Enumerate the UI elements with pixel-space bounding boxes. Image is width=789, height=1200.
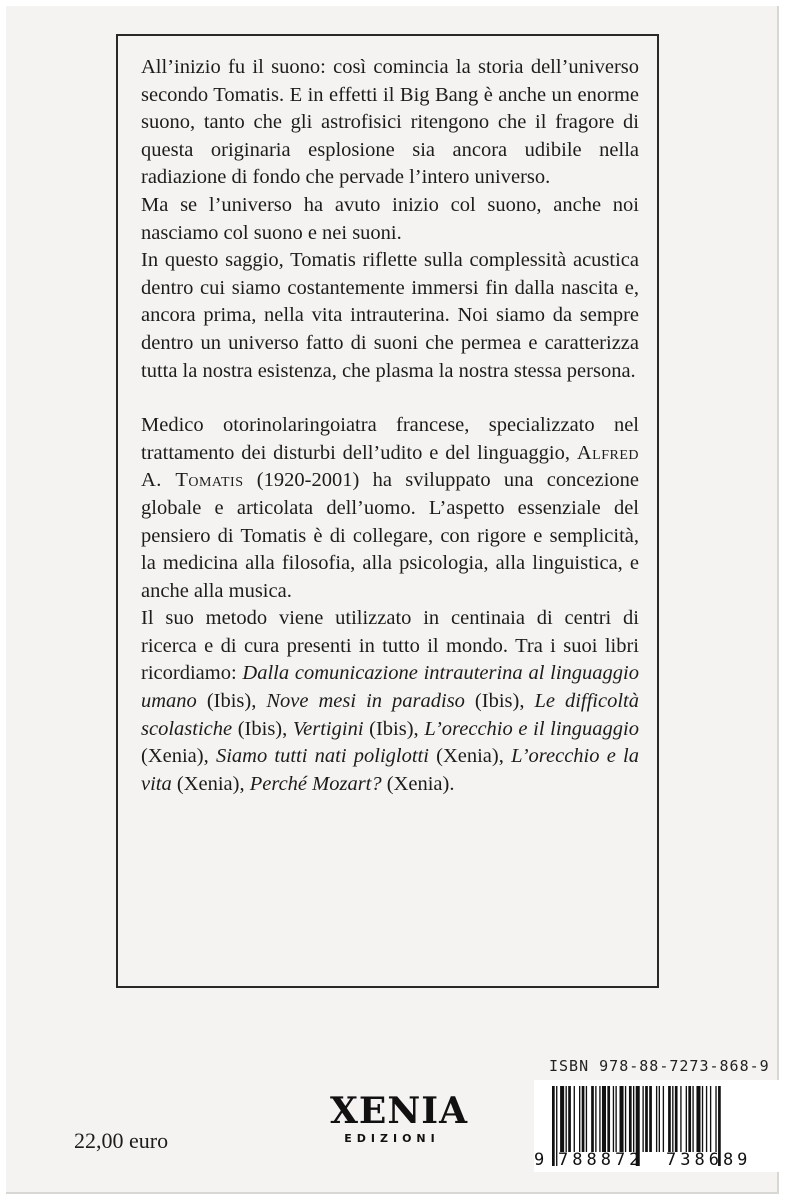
- barcode-bar: [602, 1086, 606, 1152]
- blurb-paragraph-3: In questo saggio, Tomatis riflette sulla complessità acustica dentro cui siamo costantemente immersi fin dalla nascita e, ancora prima, nella vita intrauterina. Noi siamo da sempre dentro un universo fatto di suoni che permea e caratterizza tutta la nostra esistenza, che plasma la nostra stessa persona.: [141, 249, 639, 382]
- book-publisher: (Xenia),: [428, 745, 512, 768]
- barcode-bar: [659, 1086, 660, 1152]
- author-name: Alfred A. Tomatis: [141, 441, 639, 492]
- barcode-bar: [607, 1086, 610, 1152]
- barcode-bar: [586, 1086, 587, 1152]
- barcode-bar: [692, 1086, 693, 1152]
- barcode-bar: [552, 1086, 555, 1166]
- barcode-bar: [656, 1086, 657, 1152]
- barcode-bar: [686, 1086, 687, 1152]
- book-title: Le difficoltà scolastiche: [141, 690, 639, 740]
- barcode-bar: [696, 1086, 700, 1152]
- barcode-digit-first: 9: [534, 1150, 545, 1170]
- barcode-bar: [663, 1086, 664, 1152]
- barcode-bar: [642, 1086, 643, 1152]
- bio-paragraph-2: [141, 605, 639, 798]
- book-publisher: (Ibis),: [232, 717, 293, 740]
- barcode-bar: [595, 1086, 596, 1152]
- book-title: Nove mesi in paradiso: [266, 690, 465, 713]
- book-title: Perché Mozart?: [249, 772, 382, 795]
- bio-text-end: (1920-2001) ha sviluppato una concezione globale e articolata dell’uomo. L’aspetto essenziale del pensiero di Tomatis è di collegare, con rigore e semplicità, la medicina alla filosofia, alla psicologia, alla linguistica, e anche alla musica.: [141, 469, 640, 602]
- bio-paragraph-1: [141, 412, 639, 605]
- publisher-logo-name: XENIA: [330, 1090, 469, 1132]
- book-publisher: (Xenia),: [141, 745, 216, 768]
- publisher-logo: [330, 1090, 469, 1145]
- book-title: Siamo tutti nati poliglotti: [215, 745, 429, 768]
- publisher-logo-sub: EDIZIONI: [344, 1132, 440, 1145]
- blurb-paragraph-1: All’inizio fu il suono: così comincia la storia dell’universo secondo Tomatis. E in effetti il Big Bang è anche un enorme suono, tanto che gli astrofisici ritengono che il fragore di questa originaria esplosione sia ancora udibile nella radiazione di fondo che pervade l’intero universo.: [141, 56, 639, 189]
- book-publisher: (Ibis),: [196, 690, 267, 713]
- barcode-bar: [706, 1086, 707, 1152]
- book-publisher: (Ibis),: [464, 690, 535, 713]
- barcode-digits-right: 738689: [666, 1150, 752, 1170]
- book-title: Vertigini: [292, 717, 364, 740]
- barcode-bar: [688, 1086, 691, 1152]
- barcode-bar: [620, 1086, 624, 1152]
- book-title: L’orecchio e la vita: [141, 745, 639, 795]
- barcode-bar: [582, 1086, 585, 1152]
- barcode-bar: [668, 1086, 671, 1152]
- barcode-bar: [672, 1086, 673, 1152]
- barcode-digits-left: 788872: [558, 1150, 644, 1170]
- book-publisher: (Xenia).: [381, 772, 455, 795]
- barcode-bar: [675, 1086, 678, 1152]
- barcode-bar: [560, 1086, 564, 1152]
- barcode-bar: [599, 1086, 600, 1152]
- barcode-bar: [680, 1086, 681, 1152]
- barcode-bar: [645, 1086, 648, 1152]
- barcode-bar: [625, 1086, 626, 1152]
- book-publisher: (Xenia),: [171, 772, 250, 795]
- barcode-bar: [579, 1086, 580, 1152]
- book-title: Dalla comunicazione intrauterina al linguaggio umano: [141, 662, 639, 713]
- book-publisher: (Ibis),: [363, 717, 425, 740]
- barcode-bar: [629, 1086, 632, 1152]
- barcode-bar: [613, 1086, 614, 1152]
- barcode-bar: [702, 1086, 703, 1152]
- barcode-bar: [715, 1086, 716, 1152]
- blurb-paragraph-2: Ma se l’universo ha avuto inizio col suono, anche noi nasciamo col suono e nei suoni.: [141, 193, 639, 244]
- barcode-bar: [649, 1086, 652, 1152]
- barcode-bar: [566, 1086, 567, 1152]
- isbn-label: ISBN 978-88-7273-868-9: [549, 1057, 770, 1075]
- price-label: 22,00 euro: [74, 1128, 169, 1153]
- bio-text-start: Medico otorinolaringoiatra francese, specializzato nel trattamento dei disturbi dell’udito e del linguaggio,: [141, 414, 639, 464]
- bio-books-intro: Il suo metodo viene utilizzato in centinaia di centri di ricerca e di cura presenti in tutto il mondo. Tra i suoi libri ricordiamo:: [141, 607, 639, 685]
- barcode-bar: [568, 1086, 571, 1152]
- barcode-bar: [591, 1086, 594, 1152]
- barcode-bar: [615, 1086, 616, 1152]
- book-title: L’orecchio e il linguaggio: [424, 717, 639, 740]
- barcode-bar: [633, 1086, 634, 1152]
- barcode-bar: [710, 1086, 711, 1152]
- cover-text: [141, 54, 639, 798]
- barcode-bar: [574, 1086, 575, 1152]
